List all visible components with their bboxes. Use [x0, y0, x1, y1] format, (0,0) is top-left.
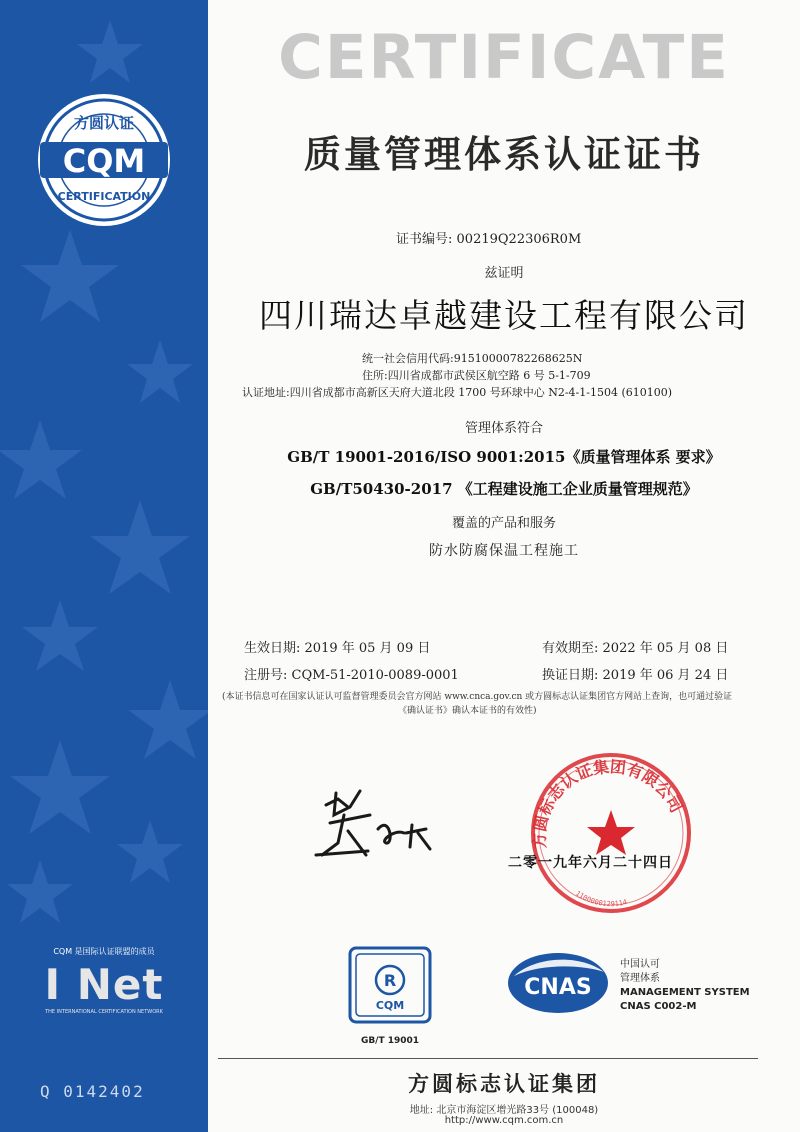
certificate-number-label: 证书编号: — [396, 232, 453, 247]
credit-code-row — [362, 350, 582, 366]
cnas-logo-icon — [506, 950, 610, 1016]
effective-label: 生效日期: — [244, 641, 301, 656]
verification-note — [222, 690, 792, 718]
renew-label: 换证日期: — [542, 668, 599, 683]
company-name: 四川瑞达卓越建设工程有限公司 — [259, 296, 749, 335]
address: 四川省成都市武侯区航空路 6 号 5-1-709 — [387, 369, 591, 382]
certificate-number-row — [396, 228, 581, 247]
registration-row — [244, 664, 459, 683]
cqm-certification-logo-icon — [34, 90, 174, 230]
inet-logo — [14, 946, 194, 1015]
issuer-address: 地址: 北京市海淀区增光路33号 (100048) — [409, 1105, 599, 1116]
cnas-logo-text: CNAS — [524, 975, 592, 1000]
effective-date-row — [244, 637, 430, 656]
renew-date-row — [542, 664, 728, 683]
seal-text: 方圆标志认证集团有限公司 — [529, 756, 687, 849]
logo-main-text: CQM — [62, 142, 146, 180]
registration-number: CQM-51-2010-0089-0001 — [291, 668, 459, 683]
cnas-caption — [620, 958, 750, 1014]
svg-text:R: R — [383, 971, 397, 990]
cert-address-label: 认证地址: — [242, 386, 290, 399]
issue-date: 二零一九年六月二十四日 — [508, 855, 673, 871]
signature-icon — [308, 785, 458, 865]
inet-subcaption: THE INTERNATIONAL CERTIFICATION NETWORK — [45, 1009, 163, 1015]
address-row — [362, 367, 591, 383]
intro-text: 兹证明 — [484, 266, 524, 281]
effective-date: 2019 年 05 月 09 日 — [304, 641, 431, 656]
verification-note-line-1: (本证书信息可在国家认证认可监督管理委员会官方网站 www.cnca.gov.cn 或方圆标志认证集团官方网站上查询，也可通过验证 — [222, 692, 733, 702]
renew-date: 2019 年 06 月 24 日 — [602, 668, 729, 683]
issuer-website-link[interactable]: http://www.cqm.com.cn — [444, 1115, 564, 1126]
expiry-date: 2022 年 05 月 08 日 — [602, 641, 729, 656]
logo-bottom-text: CERTIFICATION — [57, 190, 151, 203]
credit-code: 91510000782268625N — [453, 352, 583, 365]
watermark-title: CERTIFICATE — [278, 22, 730, 93]
official-seal-icon — [526, 748, 696, 918]
document-title: 质量管理体系认证证书 — [304, 133, 704, 176]
blue-sidebar — [0, 0, 208, 1132]
logo-top-text: 方圆认证 — [73, 114, 135, 132]
cqm-registered-mark-icon — [348, 946, 432, 1024]
cnas-line-1: 中国认可 — [620, 959, 660, 970]
certificate-content — [208, 0, 800, 1132]
standard-1: GB/T 19001-2016/ISO 9001:2015《质量管理体系 要求》 — [287, 448, 721, 466]
verification-note-line-2: 《确认证书》确认本证书的有效性) — [398, 706, 537, 716]
issuer-name: 方圆标志认证集团 — [408, 1072, 600, 1096]
expiry-date-row — [542, 637, 728, 656]
footer-divider — [218, 1058, 758, 1059]
cnas-line-2: 管理体系 — [620, 973, 660, 984]
cert-address-row — [242, 384, 672, 400]
seal-number: 1100000129114 — [574, 889, 628, 909]
serial-number: Q 0142402 — [40, 1082, 145, 1101]
scope: 防水防腐保温工程施工 — [429, 543, 579, 559]
standard-2: GB/T50430-2017 《工程建设施工企业质量管理规范》 — [310, 480, 698, 498]
inet-caption: CQM 是国际认证联盟的成员 — [53, 947, 155, 956]
cnas-line-4: CNAS C002-M — [620, 1001, 697, 1012]
scope-label: 覆盖的产品和服务 — [451, 516, 556, 531]
certificate-number: 00219Q22306R0M — [456, 232, 582, 247]
cqm-mark-text: CQM — [375, 999, 405, 1012]
cert-address: 四川省成都市高新区天府大道北段 1700 号环球中心 N2-4-1-1504 (610100) — [289, 386, 673, 399]
cqm-mark — [348, 946, 432, 1046]
credit-code-label: 统一社会信用代码: — [362, 352, 454, 365]
cqm-mark-standard: GB/T 19001 — [360, 1036, 420, 1046]
expiry-label: 有效期至: — [542, 641, 599, 656]
conform-label: 管理体系符合 — [464, 421, 543, 436]
inet-logo-text: I Net — [44, 960, 164, 1009]
registration-label: 注册号: — [244, 668, 288, 683]
address-label: 住所: — [362, 369, 388, 382]
cnas-line-3: MANAGEMENT SYSTEM — [620, 987, 750, 998]
